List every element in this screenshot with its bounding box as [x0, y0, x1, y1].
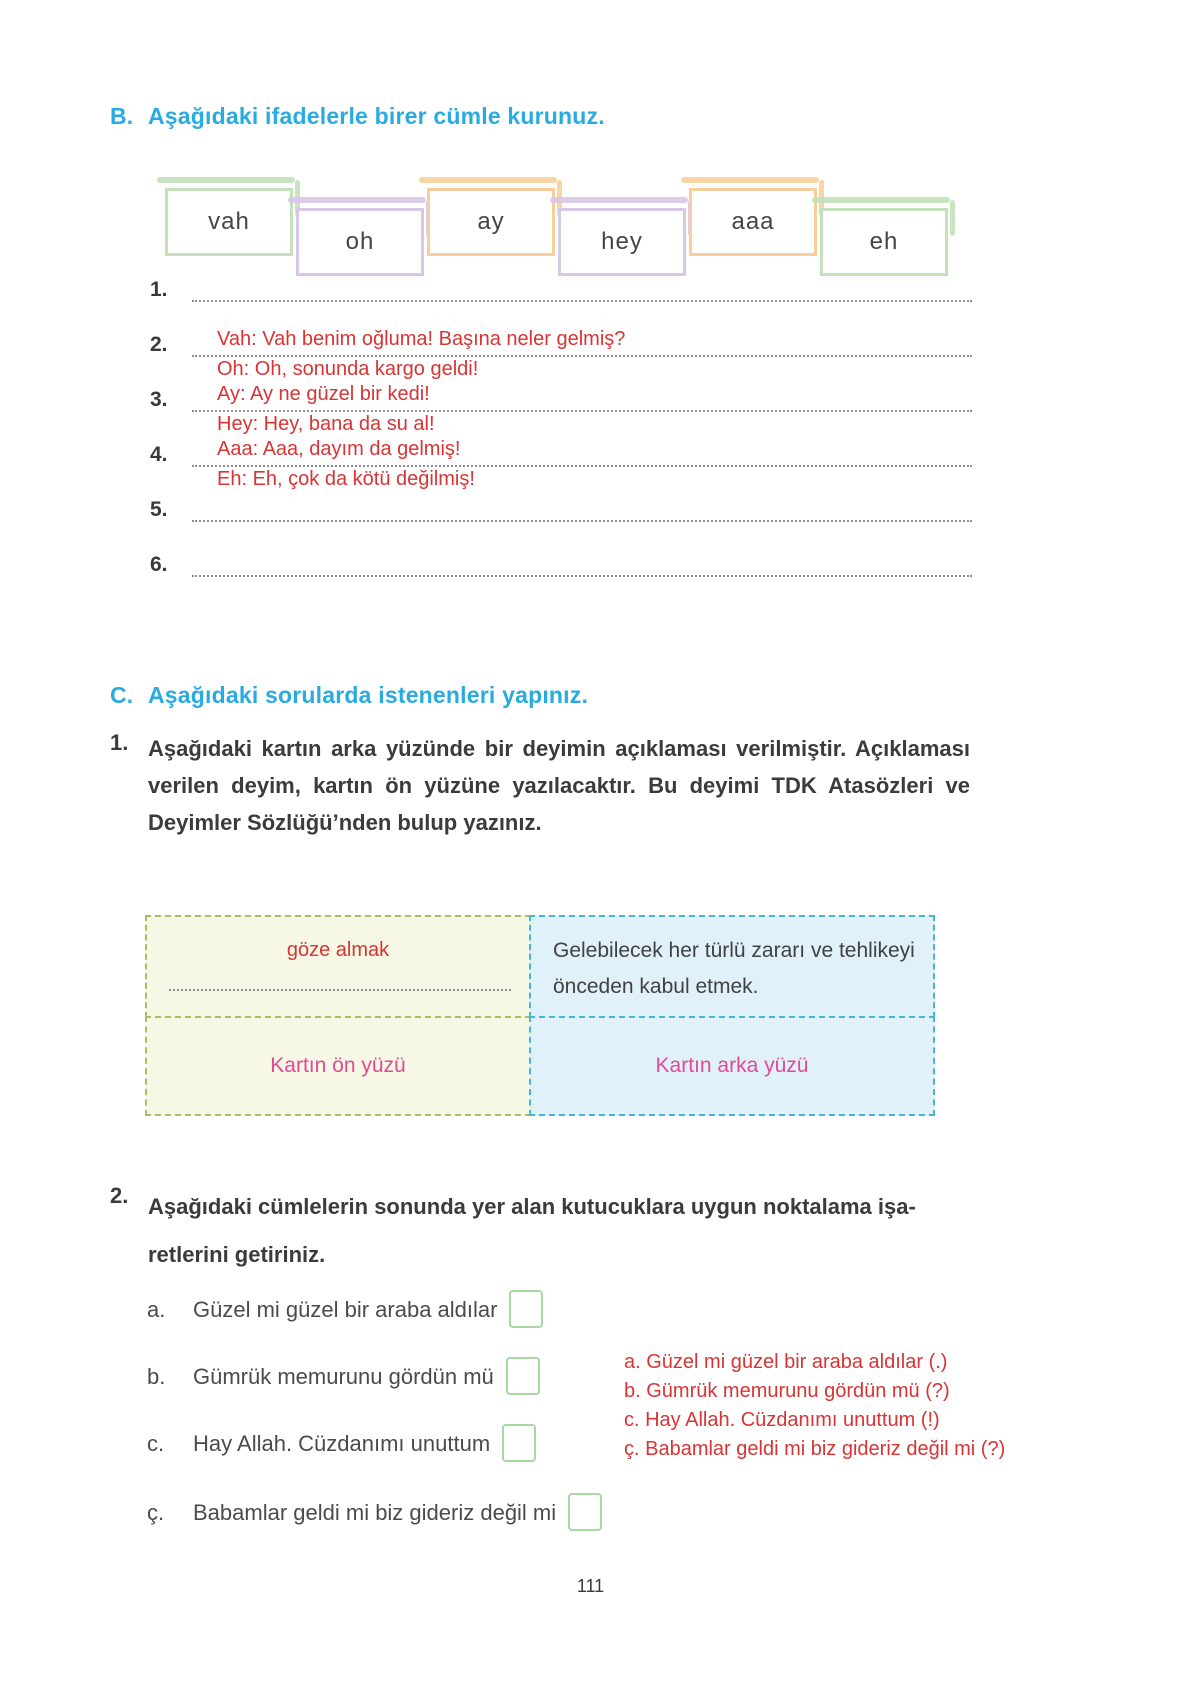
line-number: 1.	[150, 278, 168, 301]
answer-blank[interactable]	[192, 355, 972, 357]
answer-line-1	[150, 272, 972, 327]
sentence-lines	[150, 272, 972, 602]
card-front-blank[interactable]	[169, 989, 511, 991]
answer-blank[interactable]	[192, 465, 972, 467]
card-back-cell	[529, 915, 935, 1018]
question-1-text: Aşağıdaki kartın arka yüzünde bir deyimin açıklaması verilmiştir. Açıklaması verilen deyim, kartın ön yüzüne yazılacaktır. Bu deyimi TDK Atasözleri ve Deyimler Sözlüğü’nden bulup yazınız.	[148, 736, 970, 835]
handwritten-answer: Aaa: Aaa, dayım da gelmiş!	[217, 438, 461, 460]
punctuation-checkbox[interactable]	[568, 1493, 602, 1531]
word-box-aaa	[689, 188, 817, 256]
section-c-heading	[110, 682, 588, 709]
answer-blank[interactable]	[192, 410, 972, 412]
item-text: Gümrük memurunu gördün mü	[193, 1364, 494, 1389]
item-b	[147, 1357, 540, 1395]
section-c-title: Aşağıdaki sorularda istenenleri yapınız.	[148, 682, 589, 708]
section-b-heading	[110, 103, 605, 130]
section-b-label: B.	[110, 103, 134, 129]
card-front-label: Kartın ön yüzü	[270, 1054, 406, 1077]
word-label: eh	[869, 228, 899, 255]
line-number: 5.	[150, 498, 168, 521]
answer-key-line: a. Güzel mi güzel bir araba aldılar (.)	[624, 1351, 948, 1373]
word-label: vah	[208, 208, 250, 235]
page-number: 111	[576, 1576, 605, 1596]
card-front-label-cell	[145, 1016, 531, 1116]
answer-key-line: c. Hay Allah. Cüzdanımı unuttum (!)	[624, 1409, 940, 1431]
question-2-number: 2.	[110, 1183, 129, 1208]
handwritten-answer: Eh: Eh, çok da kötü değilmiş!	[217, 468, 475, 490]
handwritten-answer: Oh: Oh, sonunda kargo geldi!	[217, 358, 479, 380]
question-1-number: 1.	[110, 730, 129, 755]
item-label: b.	[147, 1364, 166, 1389]
punctuation-checkbox[interactable]	[509, 1290, 543, 1328]
item-label: a.	[147, 1297, 166, 1322]
item-label: c.	[147, 1431, 165, 1456]
question-2-text	[148, 1183, 978, 1279]
item-text: Babamlar geldi mi biz gideriz değil mi	[193, 1500, 557, 1525]
answer-blank[interactable]	[192, 300, 972, 302]
answer-key	[624, 1348, 1005, 1464]
item-c	[147, 1424, 536, 1462]
answer-line-5	[150, 492, 972, 547]
line-number: 2.	[150, 333, 168, 356]
word-label: ay	[477, 208, 505, 235]
section-c-label: C.	[110, 682, 134, 708]
punctuation-checkbox[interactable]	[502, 1424, 536, 1462]
section-b-title: Aşağıdaki ifadelerle birer cümle kurunuz.	[148, 103, 605, 129]
word-box-vah	[165, 188, 293, 256]
question-2-text-line2: retlerini getiriniz.	[148, 1242, 326, 1267]
item-a	[147, 1290, 543, 1328]
card-back-text: Gelebilecek her türlü zararı ve tehlikeyi önceden kabul etmek.	[553, 939, 915, 998]
line-number: 3.	[150, 388, 168, 411]
answer-key-line: b. Gümrük memurunu gördün mü (?)	[624, 1380, 950, 1402]
item-label: ç.	[147, 1500, 165, 1525]
card-front-cell	[145, 915, 531, 1018]
word-box-hey	[558, 208, 686, 276]
answer-blank[interactable]	[192, 575, 972, 577]
word-box-eh	[820, 208, 948, 276]
item-cc	[147, 1493, 602, 1531]
line-number: 4.	[150, 443, 168, 466]
word-box-ay	[427, 188, 555, 256]
handwritten-answer: Vah: Vah benim oğluma! Başına neler gelmiş?	[217, 328, 626, 350]
question-2-text-line1: Aşağıdaki cümlelerin sonunda yer alan kutucuklara uygun noktalama işa-	[148, 1194, 916, 1219]
punctuation-checkbox[interactable]	[506, 1357, 540, 1395]
handwritten-answer: Hey: Hey, bana da su al!	[217, 413, 435, 435]
answer-line-2	[150, 327, 972, 382]
word-label: aaa	[731, 208, 775, 235]
answer-line-4	[150, 437, 972, 492]
card-back-label-cell	[529, 1016, 935, 1116]
line-number: 6.	[150, 553, 168, 576]
handwritten-answer: Ay: Ay ne güzel bir kedi!	[217, 383, 430, 405]
word-label: hey	[601, 228, 643, 255]
item-text: Güzel mi güzel bir araba aldılar	[193, 1297, 498, 1322]
answer-line-3	[150, 382, 972, 437]
item-text: Hay Allah. Cüzdanımı unuttum	[193, 1431, 491, 1456]
card-front-answer: göze almak	[286, 939, 390, 961]
word-box-oh	[296, 208, 424, 276]
answer-key-line: ç. Babamlar geldi mi biz gideriz değil mi (?)	[624, 1438, 1006, 1460]
word-label: oh	[345, 228, 375, 255]
answer-blank[interactable]	[192, 520, 972, 522]
card-back-label: Kartın arka yüzü	[655, 1054, 809, 1077]
answer-line-6	[150, 547, 972, 602]
